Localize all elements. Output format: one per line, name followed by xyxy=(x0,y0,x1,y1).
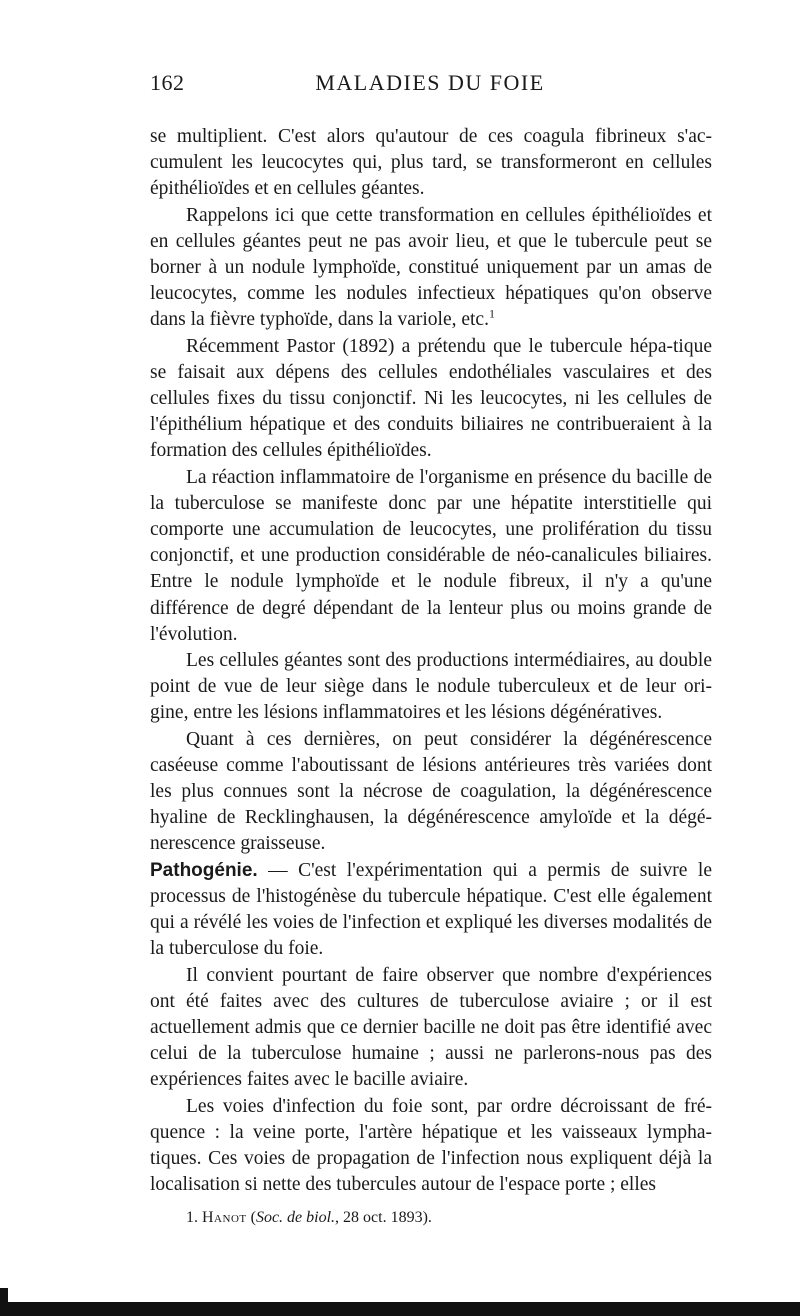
paragraph-6 xyxy=(150,727,712,858)
paragraph-4-text: La réaction inflammatoire de l'organisme en présence du bacille de la tuberculose se manifeste donc par une hépatite interstitielle qui comporte une accumulation de leucocytes, une prolifération du tissu conjonctif, et une production considérable de néo-canalicules biliaires. Entre le nodule lymphoïde et le nodule fibreux, il n'y a qu'une différence de degré dépendant de la lenteur plus ou moins grande de l'évolution. xyxy=(150,466,712,645)
paragraph-2 xyxy=(150,203,712,334)
body-text xyxy=(150,124,712,1198)
scan-bottom-edge xyxy=(0,1302,800,1316)
paragraph-4 xyxy=(150,465,712,648)
footnote-author: Hanot xyxy=(202,1209,247,1226)
paragraph-7 xyxy=(150,858,712,963)
footnote: 1. Hanot (Soc. de biol., 28 oct. 1893). xyxy=(186,1209,432,1226)
paragraph-1-text: se multiplient. C'est alors qu'autour de ces coagula fibrineux s'ac-cumulent les leucocytes qui, plus tard, se transformeront en cellules épithélioïdes et en cellules géantes. xyxy=(150,126,712,200)
page-number: 162 xyxy=(150,70,185,95)
paragraph-8 xyxy=(150,963,712,1094)
footnote-number: 1. xyxy=(186,1209,198,1226)
paragraph-3 xyxy=(150,334,712,465)
paragraph-5-text: Les cellules géantes sont des productions intermédiaires, au double point de vue de leur siège dans le nodule tuberculeux et de leur ori-gine, entre les lésions inflammatoires et les lésions dégénératives. xyxy=(150,650,712,724)
paragraph-6-text: Quant à ces dernières, on peut considérer la dégénérescence caséeuse comme l'aboutissant de lésions antérieures très variées dont les plus connues sont la nécrose de coagulation, la dégénérescence hyaline de Recklinghausen, la dégénérescence amyloïde et la dégé-nerescence graisseuse. xyxy=(150,728,712,855)
footnote-date: , 28 oct. 1893). xyxy=(335,1209,432,1226)
footnote-source: Soc. de biol. xyxy=(255,1209,336,1226)
paragraph-9 xyxy=(150,1094,712,1199)
paragraph-9-text: Les voies d'infection du foie sont, par ordre décroissant de fré-quence : la veine porte, l'artère hépatique et les vaisseaux lympha-tiques. Ces voies de propagation de l'infection nous expliquent déjà la localisation si nette des tubercules autour de l'espace porte ; elles xyxy=(150,1095,712,1196)
paragraph-8-text: Il convient pourtant de faire observer que nombre d'expériences ont été faites avec des cultures de tuberculose aviaire ; or il est actuellement admis que ce dernier bacille ne doit pas être identifié avec celui de la tuberculose humaine ; aussi ne parlerons-nous pas des expériences faites avec le bacille aviaire. xyxy=(150,964,712,1091)
section-title-pathogenie: Pathogénie. xyxy=(150,859,258,881)
footnote-ref: 1 xyxy=(488,306,495,321)
paragraph-5 xyxy=(150,648,712,727)
paragraph-2-text: Rappelons ici que cette transformation en cellules épithélioïdes et en cellules géantes peut ne pas avoir lieu, et que le tubercule peut se borner à un nodule lymphoïde, constitué uniquement par un amas de leucocytes, comme les nodules infectieux hépatiques qu'on observe dans la fièvre typhoïde, dans la variole, etc. xyxy=(150,204,712,331)
paragraph-7-text: — C'est l'expérimentation qui a permis de suivre le processus de l'histogénèse du tubercule hépatique. C'est elle également qui a révélé les voies de l'infection et expliqué les diverses modalités de la tuberculose du foie. xyxy=(150,859,712,960)
running-title: MALADIES DU FOIE xyxy=(315,70,545,95)
paragraph-3-text: Récemment Pastor (1892) a prétendu que le tubercule hépa-tique se faisait aux dépens des cellules endothéliales vasculaires et des cellules fixes du tissu conjonctif. Ni les leucocytes, ni les cellules de l'épithélium hépatique et des conduits biliaires ne contribueraient à la formation des cellules épithélioïdes. xyxy=(150,335,712,462)
paragraph-1 xyxy=(150,124,712,203)
page-header xyxy=(150,70,710,104)
